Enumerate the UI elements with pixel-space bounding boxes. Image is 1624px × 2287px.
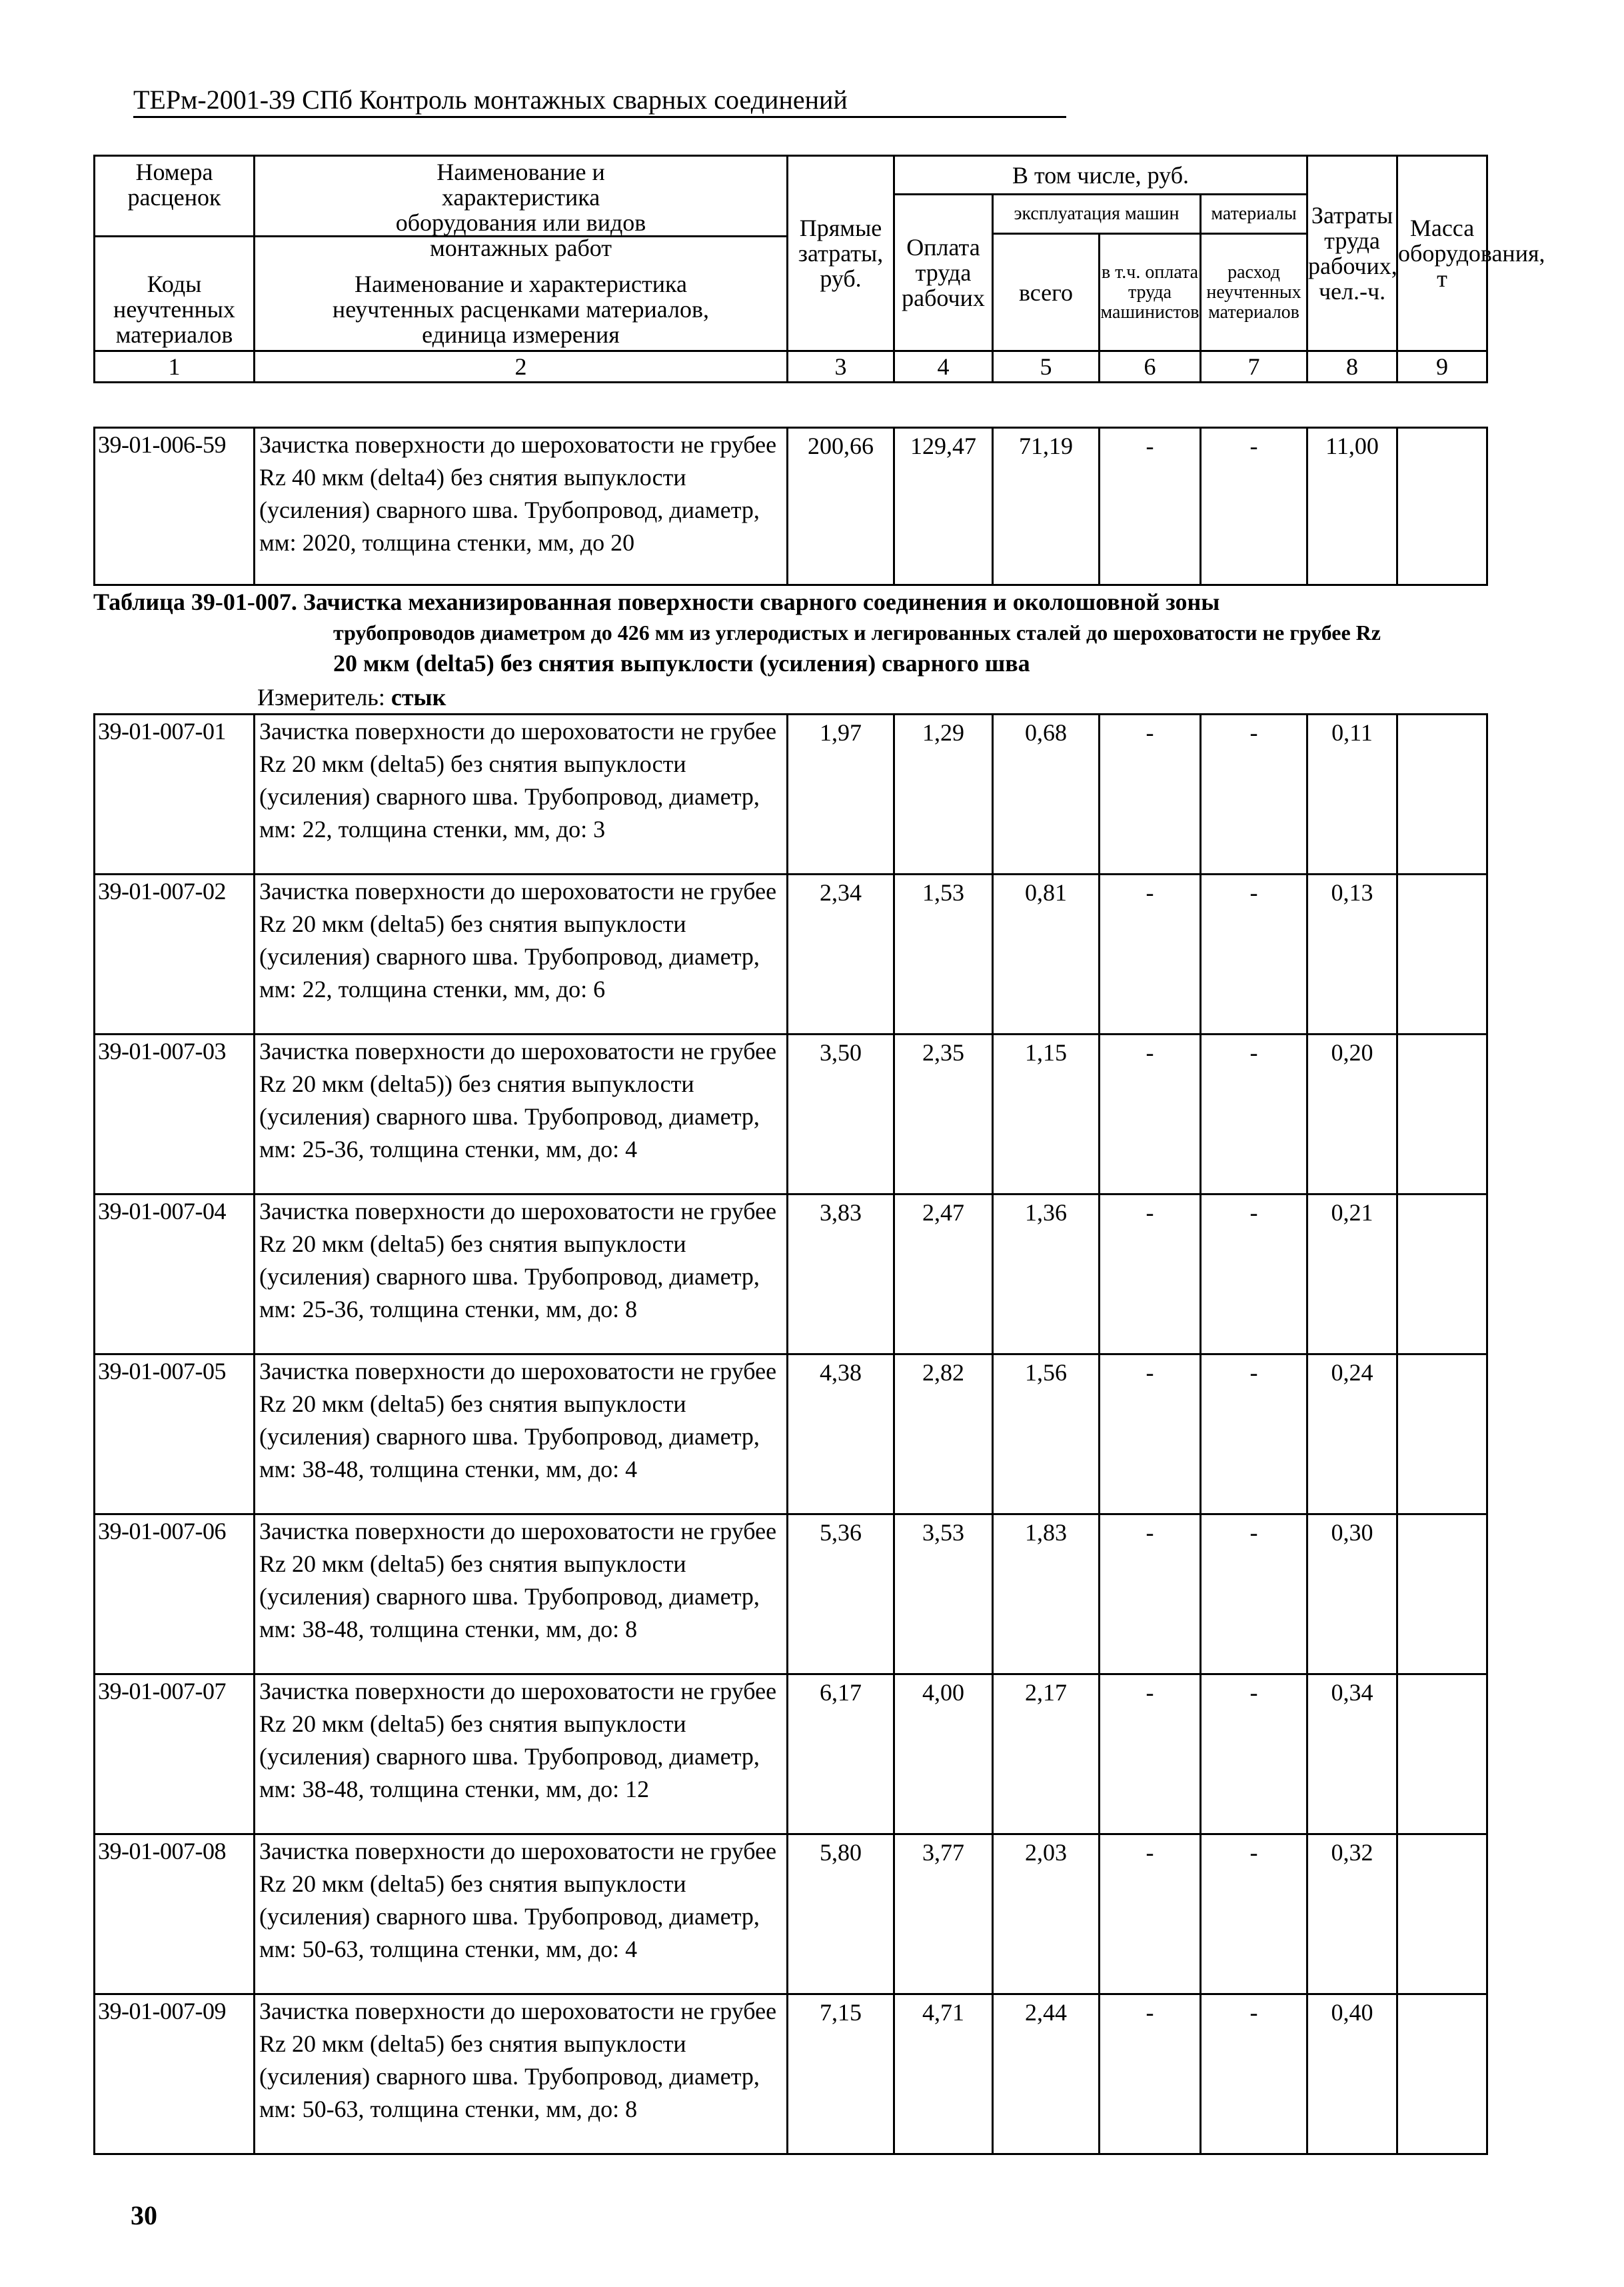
row-worker-pay: 129,47 bbox=[894, 428, 993, 585]
row-direct-costs: 7,15 bbox=[788, 1994, 894, 2154]
row-machinist-pay: - bbox=[1100, 875, 1201, 1035]
row-code: 39-01-007-04 bbox=[95, 1194, 255, 1354]
measure-value: стык bbox=[391, 684, 446, 711]
row-direct-costs: 2,34 bbox=[788, 875, 894, 1035]
row-description: Зачистка поверхности до шероховатости не грубее Rz 20 мкм (delta5) без снятия выпуклости (усиления) сварного шва. Трубопровод, диаметр, мм: 22, толщина стенки, мм, до: 3 bbox=[255, 715, 788, 875]
row-worker-pay: 1,29 bbox=[894, 715, 993, 875]
header-number-3: 3 bbox=[788, 351, 894, 383]
row-worker-pay: 4,00 bbox=[894, 1674, 993, 1834]
document-header: ТЕРм-2001-39 СПб Контроль монтажных сварных соединений bbox=[133, 84, 1066, 118]
row-materials: - bbox=[1201, 1674, 1307, 1834]
row-materials: - bbox=[1201, 1035, 1307, 1194]
row-direct-costs: 6,17 bbox=[788, 1674, 894, 1834]
row-description: Зачистка поверхности до шероховатости не грубее Rz 20 мкм (delta5) без снятия выпуклости (усиления) сварного шва. Трубопровод, диаметр, мм: 38-48, толщина стенки, мм, до: 8 bbox=[255, 1514, 788, 1674]
row-labor-hours: 0,24 bbox=[1307, 1354, 1397, 1514]
table-title bbox=[93, 587, 1499, 679]
row-direct-costs: 3,83 bbox=[788, 1194, 894, 1354]
table-row bbox=[95, 1514, 1487, 1674]
row-worker-pay: 3,53 bbox=[894, 1514, 993, 1674]
header-number-2: 2 bbox=[255, 351, 788, 383]
row-labor-hours: 0,13 bbox=[1307, 875, 1397, 1035]
header-machines: эксплуатация машин bbox=[993, 195, 1201, 234]
row-materials: - bbox=[1201, 875, 1307, 1035]
row-materials: - bbox=[1201, 1514, 1307, 1674]
header-col1 bbox=[95, 156, 255, 351]
row-description: Зачистка поверхности до шероховатости не грубее Rz 20 мкм (delta5) без снятия выпуклости (усиления) сварного шва. Трубопровод, диаметр, мм: 38-48, толщина стенки, мм, до: 4 bbox=[255, 1354, 788, 1514]
table-row bbox=[95, 1354, 1487, 1514]
row-machinist-pay: - bbox=[1100, 1994, 1201, 2154]
row-code: 39-01-007-07 bbox=[95, 1674, 255, 1834]
row-worker-pay: 2,82 bbox=[894, 1354, 993, 1514]
row-mass bbox=[1397, 428, 1487, 585]
row-materials: - bbox=[1201, 1834, 1307, 1994]
header-labor-hours: Затраты труда рабочих, чел.-ч. bbox=[1307, 156, 1397, 351]
table-row bbox=[95, 1994, 1487, 2154]
row-worker-pay: 4,71 bbox=[894, 1994, 993, 2154]
header-materials: материалы bbox=[1201, 195, 1307, 234]
table-39-01-007 bbox=[93, 713, 1488, 2155]
row-description: Зачистка поверхности до шероховатости не грубее Rz 20 мкм (delta5) без снятия выпуклости (усиления) сварного шва. Трубопровод, диаметр, мм: 38-48, толщина стенки, мм, до: 12 bbox=[255, 1674, 788, 1834]
measure-label: Измеритель: bbox=[257, 684, 385, 711]
table-row bbox=[95, 875, 1487, 1035]
row-machines-total: 71,19 bbox=[993, 428, 1100, 585]
row-machinist-pay: - bbox=[1100, 1194, 1201, 1354]
header-number-8: 8 bbox=[1307, 351, 1397, 383]
row-direct-costs: 4,38 bbox=[788, 1354, 894, 1514]
row-machines-total: 2,03 bbox=[993, 1834, 1100, 1994]
row-materials: - bbox=[1201, 428, 1307, 585]
header-number-9: 9 bbox=[1397, 351, 1487, 383]
row-direct-costs: 3,50 bbox=[788, 1035, 894, 1194]
row-machines-total: 2,17 bbox=[993, 1674, 1100, 1834]
row-labor-hours: 0,30 bbox=[1307, 1514, 1397, 1674]
row-description: Зачистка поверхности до шероховатости не грубее Rz 20 мкм (delta5) без снятия выпуклости (усиления) сварного шва. Трубопровод, диаметр, мм: 50-63, толщина стенки, мм, до: 4 bbox=[255, 1834, 788, 1994]
row-materials: - bbox=[1201, 1194, 1307, 1354]
header-direct-costs: Прямые затраты, руб. bbox=[788, 156, 894, 351]
row-description: Зачистка поверхности до шероховатости не грубее Rz 20 мкм (delta5)) без снятия выпуклости (усиления) сварного шва. Трубопровод, диаметр, мм: 25-36, толщина стенки, мм, до: 4 bbox=[255, 1035, 788, 1194]
table-title-line-2: трубопроводов диаметром до 426 мм из углеродистых и легированных сталей до шероховатости не грубее Rz bbox=[333, 621, 1381, 645]
row-machines-total: 0,81 bbox=[993, 875, 1100, 1035]
row-materials: - bbox=[1201, 1354, 1307, 1514]
column-header-table bbox=[93, 155, 1545, 383]
header-worker-pay: Оплата труда рабочих bbox=[894, 195, 993, 351]
row-machinist-pay: - bbox=[1100, 1354, 1201, 1514]
row-direct-costs: 1,97 bbox=[788, 715, 894, 875]
table-row bbox=[95, 1834, 1487, 1994]
row-machinist-pay: - bbox=[1100, 428, 1201, 585]
row-code: 39-01-007-03 bbox=[95, 1035, 255, 1194]
row-machines-total: 2,44 bbox=[993, 1994, 1100, 2154]
table-row bbox=[95, 1194, 1487, 1354]
row-description: Зачистка поверхности до шероховатости не грубее Rz 20 мкм (delta5) без снятия выпуклости (усиления) сварного шва. Трубопровод, диаметр, мм: 50-63, толщина стенки, мм, до: 8 bbox=[255, 1994, 788, 2154]
row-labor-hours: 0,21 bbox=[1307, 1194, 1397, 1354]
row-machines-total: 1,36 bbox=[993, 1194, 1100, 1354]
measure-unit bbox=[257, 683, 446, 712]
row-description: Зачистка поверхности до шероховатости не грубее Rz 20 мкм (delta5) без снятия выпуклости (усиления) сварного шва. Трубопровод, диаметр, мм: 22, толщина стенки, мм, до: 6 bbox=[255, 875, 788, 1035]
row-direct-costs: 200,66 bbox=[788, 428, 894, 585]
row-labor-hours: 0,34 bbox=[1307, 1674, 1397, 1834]
header-col2 bbox=[255, 156, 788, 351]
row-machines-total: 1,83 bbox=[993, 1514, 1100, 1674]
table-row bbox=[95, 715, 1487, 875]
page-number: 30 bbox=[131, 2200, 157, 2230]
row-mass bbox=[1397, 1035, 1487, 1194]
row-machinist-pay: - bbox=[1100, 1035, 1201, 1194]
row-code: 39-01-007-09 bbox=[95, 1994, 255, 2154]
row-code: 39-01-007-02 bbox=[95, 875, 255, 1035]
header-col2-bottom: Наименование и характеристика неучтенных расценками материалов, единица измерения bbox=[332, 271, 710, 348]
table-title-line-3: 20 мкм (delta5) без снятия выпуклости (усиления) сварного шва bbox=[333, 650, 1030, 677]
row-direct-costs: 5,36 bbox=[788, 1514, 894, 1674]
row-worker-pay: 3,77 bbox=[894, 1834, 993, 1994]
row-code: 39-01-006-59 bbox=[95, 428, 255, 585]
row-worker-pay: 2,35 bbox=[894, 1035, 993, 1194]
row-materials: - bbox=[1201, 715, 1307, 875]
row-mass bbox=[1397, 1354, 1487, 1514]
row-labor-hours: 0,11 bbox=[1307, 715, 1397, 875]
row-code: 39-01-007-01 bbox=[95, 715, 255, 875]
header-unaccounted-materials: расход неучтенных материалов bbox=[1201, 234, 1307, 351]
header-number-7: 7 bbox=[1201, 351, 1307, 383]
row-code: 39-01-007-06 bbox=[95, 1514, 255, 1674]
header-col1-bottom: Коды неучтенных материалов bbox=[113, 271, 235, 348]
row-mass bbox=[1397, 1834, 1487, 1994]
header-machines-total: всего bbox=[993, 234, 1100, 351]
row-labor-hours: 11,00 bbox=[1307, 428, 1397, 585]
header-number-6: 6 bbox=[1100, 351, 1201, 383]
row-description: Зачистка поверхности до шероховатости не грубее Rz 40 мкм (delta4) без снятия выпуклости (усиления) сварного шва. Трубопровод, диаметр, мм: 2020, толщина стенки, мм, до 20 bbox=[255, 428, 788, 585]
row-mass bbox=[1397, 1194, 1487, 1354]
header-number-1: 1 bbox=[95, 351, 255, 383]
previous-table-row bbox=[93, 427, 1488, 586]
header-machinist-pay: в т.ч. оплата труда машинистов bbox=[1100, 234, 1201, 351]
row-mass bbox=[1397, 1514, 1487, 1674]
header-equipment-mass: Масса оборудования, т bbox=[1397, 156, 1487, 351]
row-materials: - bbox=[1201, 1994, 1307, 2154]
header-col2-top: Наименование и характеристика оборудования или видов монтажных работ bbox=[395, 159, 646, 261]
row-worker-pay: 2,47 bbox=[894, 1194, 993, 1354]
row-labor-hours: 0,40 bbox=[1307, 1994, 1397, 2154]
row-machines-total: 1,56 bbox=[993, 1354, 1100, 1514]
row-machinist-pay: - bbox=[1100, 715, 1201, 875]
row-machinist-pay: - bbox=[1100, 1674, 1201, 1834]
row-labor-hours: 0,32 bbox=[1307, 1834, 1397, 1994]
row-mass bbox=[1397, 715, 1487, 875]
row-machines-total: 1,15 bbox=[993, 1035, 1100, 1194]
row-code: 39-01-007-08 bbox=[95, 1834, 255, 1994]
row-mass bbox=[1397, 1994, 1487, 2154]
row-description: Зачистка поверхности до шероховатости не грубее Rz 20 мкм (delta5) без снятия выпуклости (усиления) сварного шва. Трубопровод, диаметр, мм: 25-36, толщина стенки, мм, до: 8 bbox=[255, 1194, 788, 1354]
table-title-line-1: Таблица 39-01-007. Зачистка механизированная поверхности сварного соединения и околошовной зоны bbox=[93, 589, 1220, 615]
row-machinist-pay: - bbox=[1100, 1514, 1201, 1674]
row-code: 39-01-007-05 bbox=[95, 1354, 255, 1514]
row-machinist-pay: - bbox=[1100, 1834, 1201, 1994]
row-machines-total: 0,68 bbox=[993, 715, 1100, 875]
row-direct-costs: 5,80 bbox=[788, 1834, 894, 1994]
header-group-in-total: В том числе, руб. bbox=[894, 156, 1307, 195]
row-worker-pay: 1,53 bbox=[894, 875, 993, 1035]
row-mass bbox=[1397, 875, 1487, 1035]
row-labor-hours: 0,20 bbox=[1307, 1035, 1397, 1194]
header-number-4: 4 bbox=[894, 351, 993, 383]
row-mass bbox=[1397, 1674, 1487, 1834]
header-col1-top: Номера расценок bbox=[127, 159, 221, 211]
header-number-5: 5 bbox=[993, 351, 1100, 383]
table-row bbox=[95, 1674, 1487, 1834]
table-row bbox=[95, 1035, 1487, 1194]
